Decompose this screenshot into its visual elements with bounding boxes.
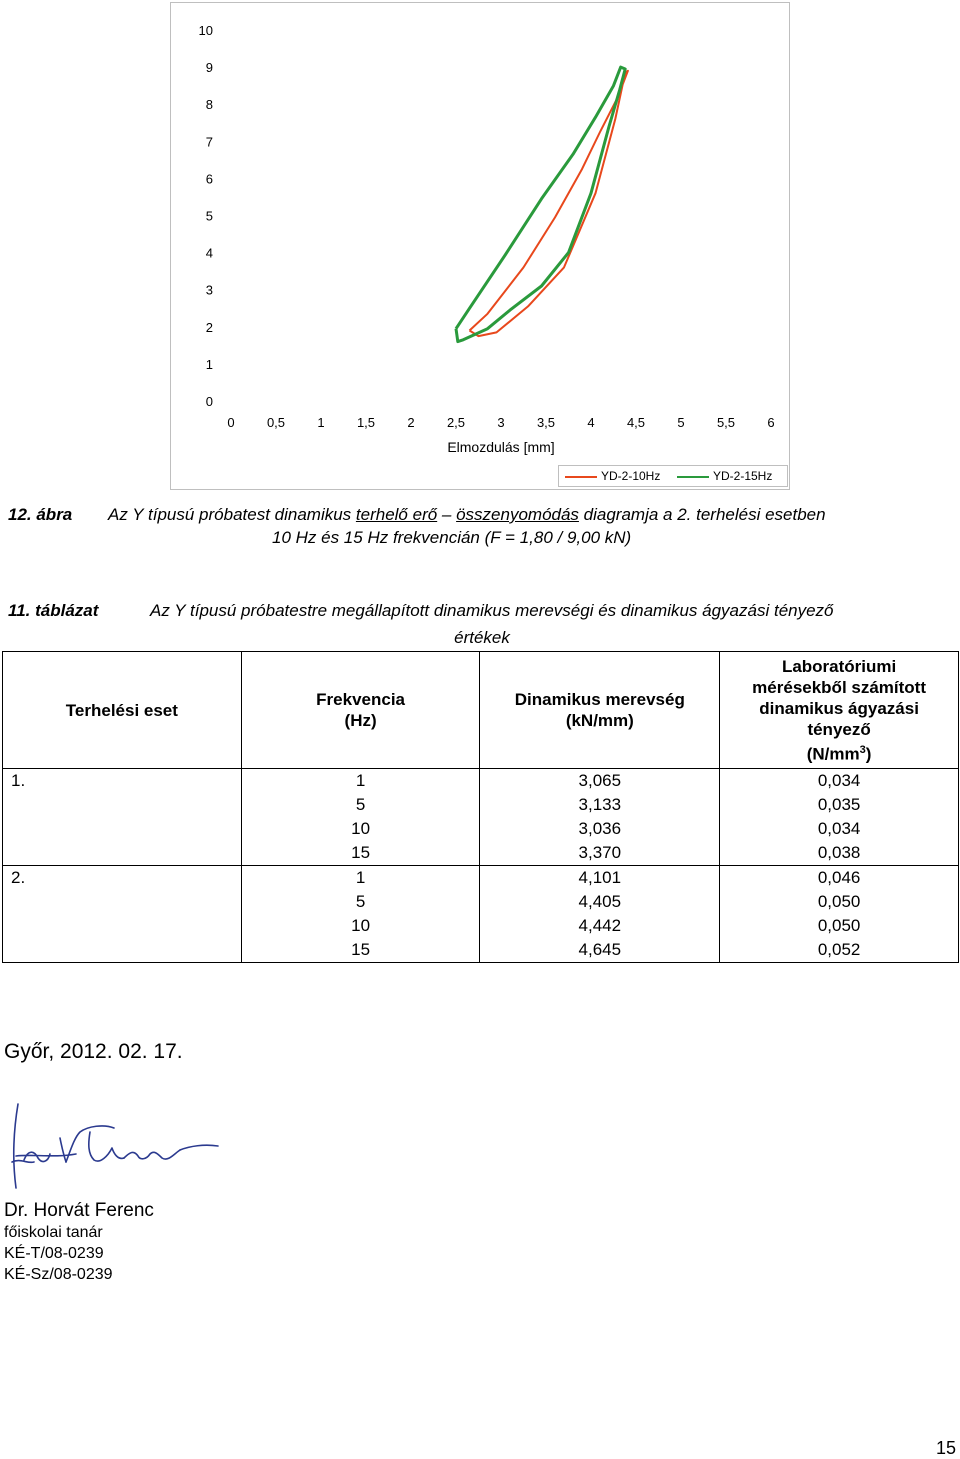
force-displacement-chart <box>170 2 790 490</box>
table-row <box>3 793 959 817</box>
x-tick-label: 4 <box>587 415 595 430</box>
table-row <box>3 817 959 841</box>
x-tick-label: 2,5 <box>446 415 466 430</box>
x-tick-label: 1,5 <box>356 415 376 430</box>
stiffness-table <box>2 651 959 963</box>
table-header-row <box>3 652 959 769</box>
table-caption-line2: értékek <box>454 628 510 647</box>
table-number: 11. táblázat <box>8 601 99 620</box>
cell-case <box>3 841 242 866</box>
signer-block <box>4 1200 154 1285</box>
y-tick-label: 9 <box>205 60 213 76</box>
signer-id-1: KÉ-T/08-0239 <box>4 1245 104 1262</box>
y-tick-label: 5 <box>205 208 213 224</box>
handwritten-signature <box>4 1098 234 1194</box>
y-tick-label: 7 <box>205 134 213 150</box>
cell-factor: 0,034 <box>720 769 959 794</box>
cell-frequency: 15 <box>241 938 480 963</box>
figure-caption-underline-1: terhelő erő <box>355 505 438 524</box>
cell-stiffness: 3,065 <box>480 769 720 794</box>
cell-stiffness: 3,370 <box>480 841 720 866</box>
figure-number: 12. ábra <box>8 505 73 524</box>
y-tick-label: 10 <box>198 23 213 38</box>
header-factor-l4: tényező <box>807 719 871 739</box>
signer-id-2: KÉ-Sz/08-0239 <box>4 1266 113 1283</box>
cell-case <box>3 817 242 841</box>
x-tick-label: 2 <box>407 415 415 430</box>
x-tick-label: 1 <box>317 415 325 430</box>
legend-swatch-10hz <box>565 476 597 478</box>
y-tick-label: 8 <box>205 97 213 113</box>
y-tick-label: 2 <box>205 319 213 335</box>
cell-stiffness: 4,645 <box>480 938 720 963</box>
figure-caption-line2: 10 Hz és 15 Hz frekvencián (F = 1,80 / 9,00 kN) <box>272 528 632 547</box>
x-tick-label: 0 <box>227 415 235 430</box>
header-case <box>3 652 242 769</box>
cell-stiffness: 3,036 <box>480 817 720 841</box>
table-row <box>3 866 959 891</box>
cell-factor: 0,050 <box>720 890 959 914</box>
cell-factor: 0,050 <box>720 914 959 938</box>
header-factor-sup: 3 <box>859 743 866 756</box>
figure-caption-text: Az Y típusú próbatest dinamikus <box>108 505 356 524</box>
figure-caption-underline-2: összenyomódás <box>456 505 579 524</box>
signer-title: főiskolai tanár <box>4 1224 103 1241</box>
header-case-label: Terhelési eset <box>65 700 178 720</box>
header-factor-unit: (N/mm <box>806 744 860 764</box>
cell-frequency: 10 <box>241 817 480 841</box>
y-tick-label: 1 <box>205 356 213 372</box>
cell-case: 2. <box>3 866 242 891</box>
table-caption-line1 <box>8 597 956 624</box>
header-stiffness-label: Dinamikus merevség <box>514 690 685 709</box>
table-row <box>3 914 959 938</box>
cell-case <box>3 914 242 938</box>
cell-frequency: 10 <box>241 914 480 938</box>
x-axis-title: Elmozdulás [mm] <box>447 439 555 455</box>
x-tick-label: 3 <box>497 415 505 430</box>
series-line-10hz <box>470 71 628 336</box>
figure-caption-dash: – <box>437 505 457 524</box>
legend-item-10hz <box>565 469 660 483</box>
chart-legend <box>558 465 788 487</box>
header-stiffness-unit: (kN/mm) <box>565 711 634 730</box>
header-bedding-factor <box>720 652 959 769</box>
y-tick-label: 0 <box>205 394 213 409</box>
cell-factor: 0,035 <box>720 793 959 817</box>
y-tick-label: 4 <box>205 245 213 261</box>
cell-case <box>3 793 242 817</box>
cell-stiffness: 3,133 <box>480 793 720 817</box>
table-caption-text: Az Y típusú próbatestre megállapított dinamikus merevségi és dinamikus ágyazási tényező <box>150 601 834 620</box>
header-factor-l1: Laboratóriumi <box>781 656 897 676</box>
x-tick-label: 6 <box>767 415 775 430</box>
header-frequency-unit: (Hz) <box>344 711 377 730</box>
legend-label-15hz: YD-2-15Hz <box>713 469 773 483</box>
legend-item-15hz <box>677 469 772 483</box>
cell-case <box>3 938 242 963</box>
cell-frequency: 1 <box>241 866 480 891</box>
table-row <box>3 841 959 866</box>
x-tick-label: 5 <box>677 415 685 430</box>
cell-frequency: 15 <box>241 841 480 866</box>
cell-frequency: 5 <box>241 890 480 914</box>
table-row <box>3 890 959 914</box>
header-factor-l2: mérésekből számított <box>752 677 927 697</box>
header-factor-l3: dinamikus ágyazási <box>759 698 919 718</box>
cell-stiffness: 4,101 <box>480 866 720 891</box>
cell-frequency: 1 <box>241 769 480 794</box>
header-stiffness <box>480 652 720 769</box>
figure-caption-line1 <box>8 503 956 526</box>
chart-plot <box>171 3 791 491</box>
figure-caption-text-end: diagramja a 2. terhelési esetben <box>578 505 826 524</box>
cell-case <box>3 890 242 914</box>
figure-caption <box>8 503 956 549</box>
cell-factor: 0,052 <box>720 938 959 963</box>
table-row <box>3 769 959 794</box>
cell-stiffness: 4,405 <box>480 890 720 914</box>
cell-case: 1. <box>3 769 242 794</box>
header-factor-unit-close: ) <box>865 744 872 764</box>
header-frequency <box>241 652 480 769</box>
document-date: Győr, 2012. 02. 17. <box>4 1040 183 1063</box>
legend-label-10hz: YD-2-10Hz <box>601 469 661 483</box>
cell-factor: 0,034 <box>720 817 959 841</box>
x-tick-label: 5,5 <box>716 415 736 430</box>
x-tick-label: 4,5 <box>626 415 646 430</box>
table-caption <box>8 597 956 651</box>
legend-swatch-15hz <box>677 476 709 478</box>
cell-factor: 0,038 <box>720 841 959 866</box>
table-row <box>3 938 959 963</box>
y-tick-label: 6 <box>205 171 213 187</box>
cell-stiffness: 4,442 <box>480 914 720 938</box>
cell-factor: 0,046 <box>720 866 959 891</box>
cell-frequency: 5 <box>241 793 480 817</box>
x-tick-label: 3,5 <box>536 415 556 430</box>
series-line-15hz <box>456 67 625 342</box>
header-frequency-label: Frekvencia <box>316 690 405 709</box>
y-tick-label: 3 <box>205 282 213 298</box>
x-tick-label: 0,5 <box>266 415 286 430</box>
signer-name: Dr. Horvát Ferenc <box>4 1200 154 1221</box>
page-number: 15 <box>936 1438 957 1458</box>
